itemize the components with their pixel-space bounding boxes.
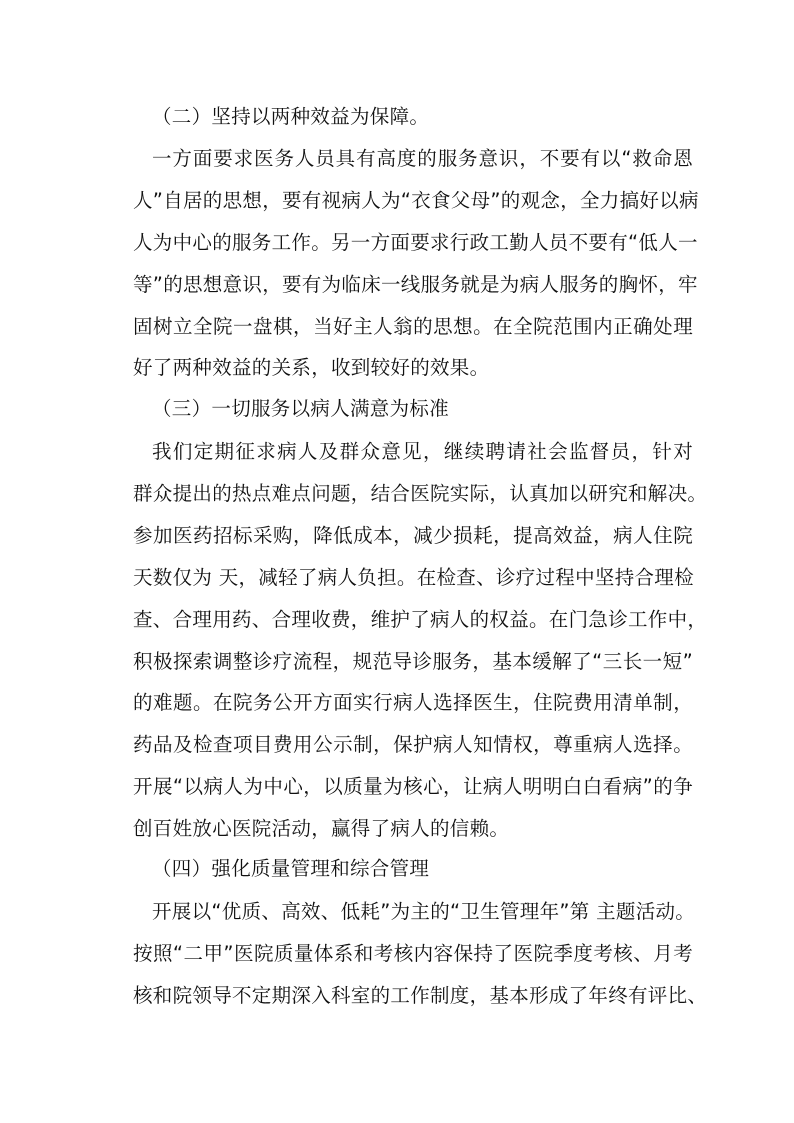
paragraph-line: 参加医药招标采购，降低成本，减少损耗，提高效益，病人住院 <box>133 524 693 547</box>
heading-2: （二）坚持以两种效益为保障。 <box>152 105 430 128</box>
paragraph-line: 按照“二甲”医院质量体系和考核内容保持了医院季度考核、月考 <box>133 942 693 965</box>
paragraph-line: 固树立全院一盘棋，当好主人翁的思想。在全院范围内正确处理 <box>133 315 693 338</box>
paragraph-line: 药品及检查项目费用公示制，保护病人知情权，尊重病人选择。 <box>133 733 693 756</box>
paragraph-line: 开展以“优质、高效、低耗”为主的“卫生管理年”第 主题活动。 <box>152 900 696 923</box>
paragraph-line: 的难题。在院务公开方面实行病人选择医生，住院费用清单制， <box>133 691 693 714</box>
paragraph-line: 积极探索调整诊疗流程，规范导诊服务，基本缓解了“三长一短” <box>133 650 693 673</box>
paragraph-line: 好了两种效益的关系，收到较好的效果。 <box>133 356 490 379</box>
paragraph-line: 人”自居的思想，要有视病人为“衣食父母”的观念，全力搞好以病 <box>133 189 699 212</box>
paragraph-line: 一方面要求医务人员具有高度的服务意识，不要有以“救命恩 <box>152 147 693 170</box>
paragraph-line: 天数仅为 天，减轻了病人负担。在检查、诊疗过程中坚持合理检 <box>133 566 694 589</box>
heading-4: （四）强化质量管理和综合管理 <box>152 857 430 880</box>
paragraph-line: 我们定期征求病人及群众意见，继续聘请社会监督员，针对 <box>152 440 693 463</box>
paragraph-line: 开展“以病人为中心，以质量为核心，让病人明明白白看病”的争 <box>133 775 693 798</box>
paragraph-line: 群众提出的热点难点问题，结合医院实际，认真加以研究和解决。 <box>133 482 708 505</box>
paragraph-line: 创百姓放心医院活动，赢得了病人的信赖。 <box>133 817 510 840</box>
paragraph-line: 查、合理用药、合理收费，维护了病人的权益。在门急诊工作中， <box>133 608 708 631</box>
heading-3: （三）一切服务以病人满意为标准 <box>152 397 450 420</box>
paragraph-line: 人为中心的服务工作。另一方面要求行政工勤人员不要有“低人一 <box>133 231 698 254</box>
paragraph-line: 核和院领导不定期深入科室的工作制度，基本形成了年终有评比、 <box>133 984 708 1007</box>
paragraph-line: 等”的思想意识，要有为临床一线服务就是为病人服务的胸怀，牢 <box>133 273 698 296</box>
